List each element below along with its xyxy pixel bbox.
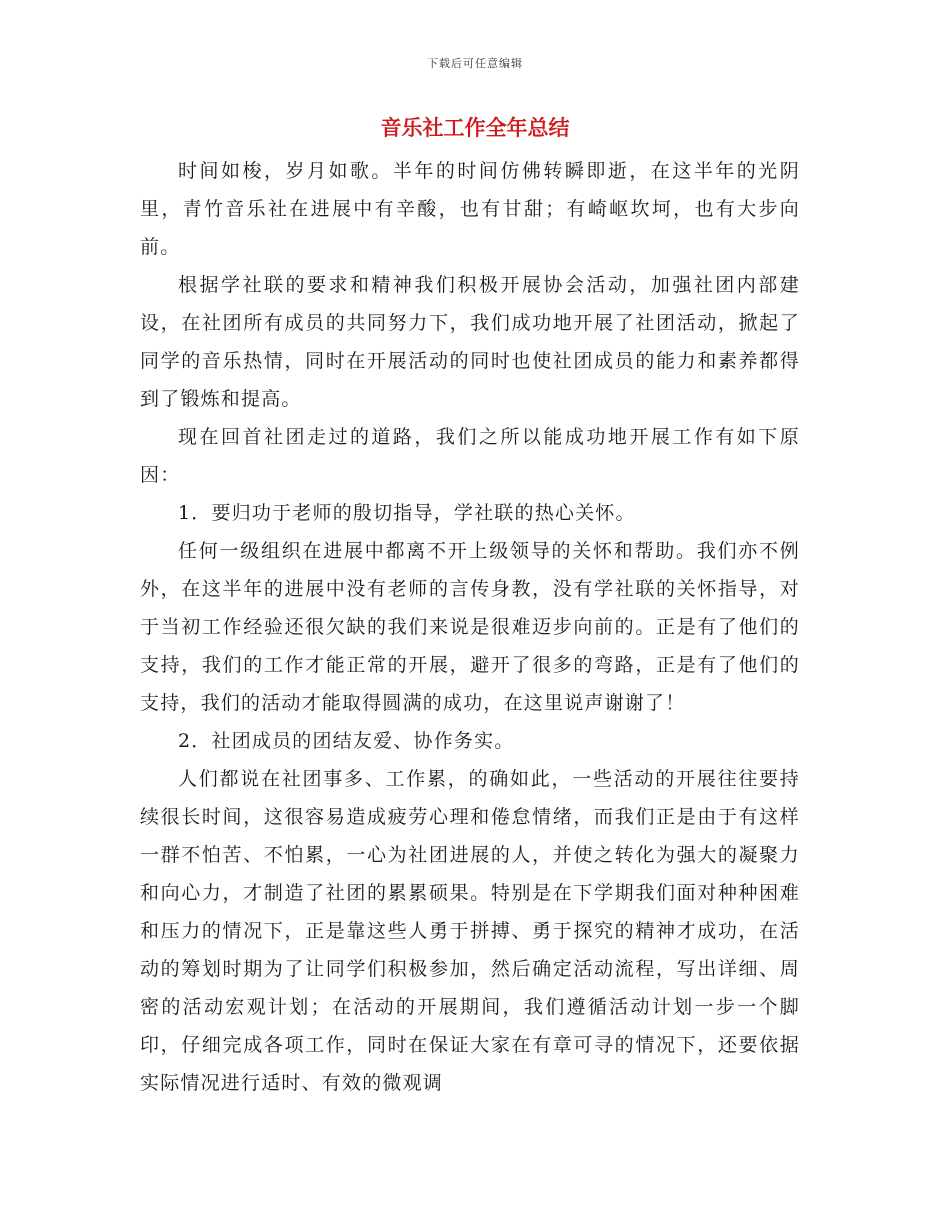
document-body <box>140 152 800 1102</box>
paragraph-reason-2-body: 人们都说在社团事多、工作累，的确如此，一些活动的开展往往要持续很长时间，这很容易造成疲劳心理和倦怠情绪，而我们正是由于有这样一群不怕苦、不怕累，一心为社团进展的人，并使之转化为强大的凝聚力和向心力，才制造了社团的累累硕果。特别是在下学期我们面对种种困难和压力的情况下，正是靠这些人勇于拼搏、勇于探究的精神才成功，在活动的筹划时期为了让同学们积极参加，然后确定活动流程，写出详细、周密的活动宏观计划；在活动的开展期间，我们遵循活动计划一步一个脚印，仔细完成各项工作，同时在保证大家在有章可寻的情况下，还要依据实际情况进行适时、有效的微观调 <box>140 768 800 1094</box>
paragraph-reason-1-heading: 1．要归功于老师的殷切指导，学社联的热心关怀。 <box>178 502 636 524</box>
paragraph-intro: 时间如梭，岁月如歌。半年的时间仿佛转瞬即逝，在这半年的光阴里，青竹音乐社在进展中有辛酸，也有甘甜；有崎岖坎坷，也有大步向前。 <box>140 160 800 258</box>
paragraph-reason-1-body: 任何一级组织在进展中都离不开上级领导的关怀和帮助。我们亦不例外，在这半年的进展中没有老师的言传身教，没有学社联的关怀指导，对于当初工作经验还很欠缺的我们来说是很难迈步向前的。正是有了他们的支持，我们的工作才能正常的开展，避开了很多的弯路，正是有了他们的支持，我们的活动才能取得圆满的成功，在这里说声谢谢了！ <box>140 540 800 714</box>
paragraph-reason-2-heading: 2．社团成员的团结友爱、协作务实。 <box>178 730 515 752</box>
page-header-note: 下载后可任意编辑 <box>427 57 523 70</box>
paragraph-reasons-intro: 现在回首社团走过的道路，我们之所以能成功地开展工作有如下原因： <box>140 426 800 486</box>
paragraph-activities: 根据学社联的要求和精神我们积极开展协会活动，加强社团内部建设，在社团所有成员的共同努力下，我们成功地开展了社团活动，掀起了同学的音乐热情，同时在开展活动的同时也使社团成员的能力和素养都得到了锻炼和提高。 <box>140 274 800 410</box>
document-title: 音乐社工作全年总结 <box>380 116 570 140</box>
